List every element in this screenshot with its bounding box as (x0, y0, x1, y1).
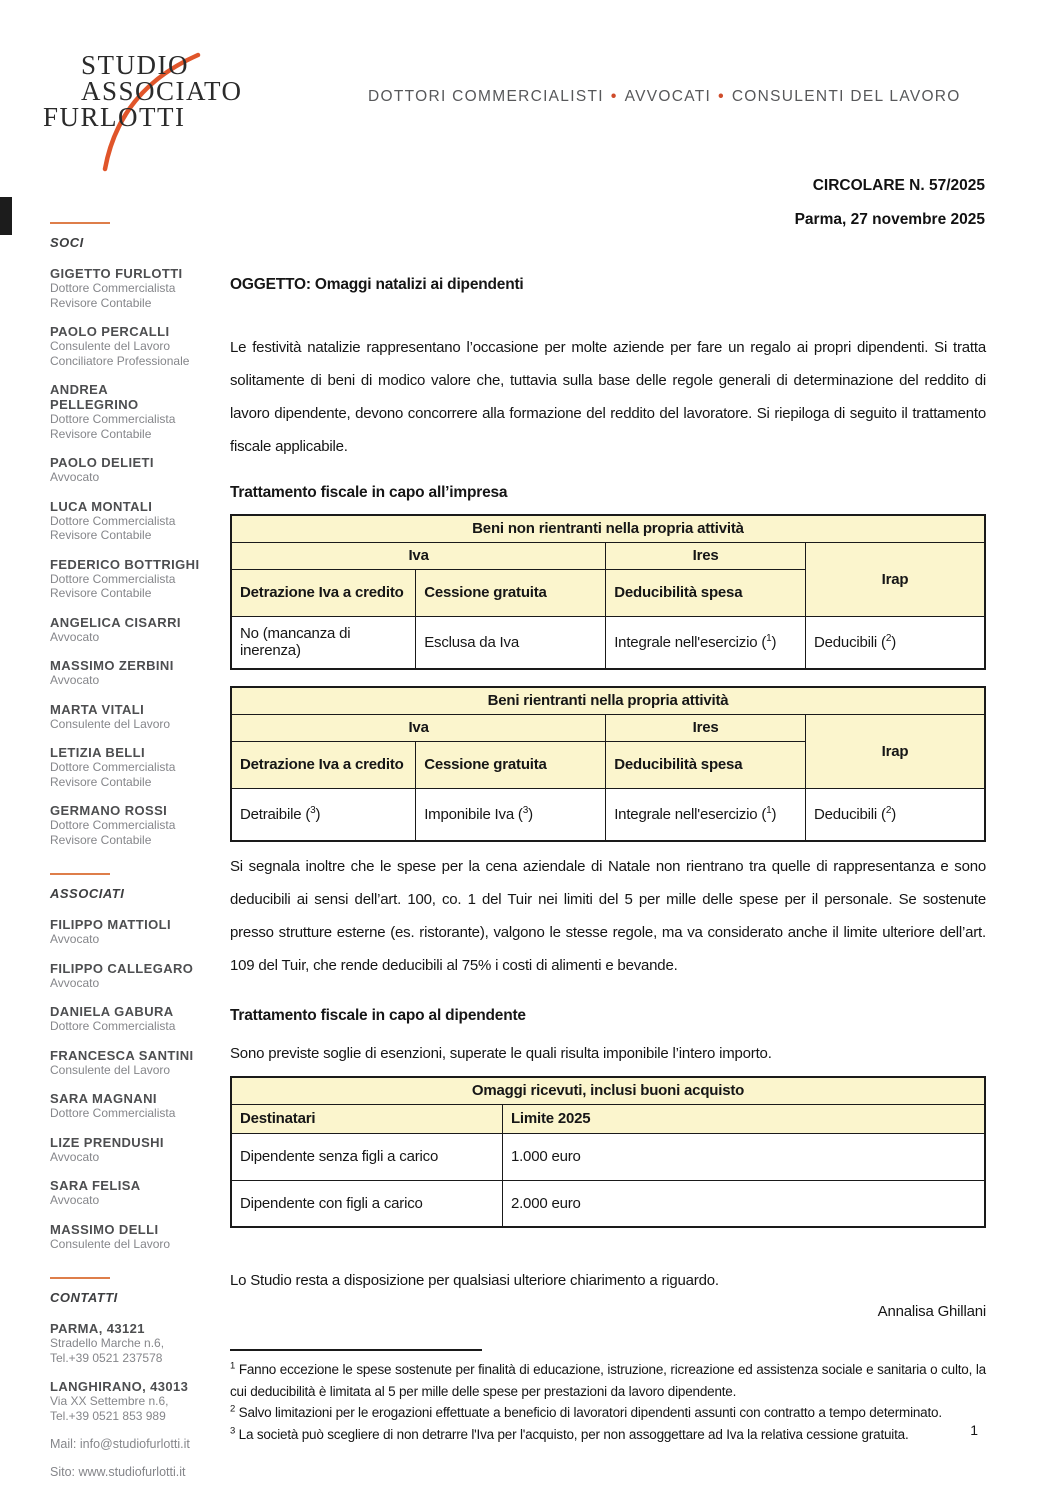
cena-aziendale-paragraph: Si segnala inoltre che le spese per la cena aziendale di Natale non rientrano tra quelle di rappresentanza e sono deducibili ai sensi dell’art. 100, co. 1 del Tuir nei limiti del 5 per mille delle spese per il personale. Se sostenute presso strutture esterne (es. ristorante), valgono le stesse regole, ma va considerato anche il limite ulteriore dell’art. 109 del Tuir, che rende deducibili al 75% i costi di alimenti e bevande. (230, 858, 986, 974)
person-role: Revisore Contabile (50, 832, 152, 847)
person-entry (50, 1091, 200, 1121)
person-entry (50, 615, 200, 645)
circular-number: CIRCOLARE N. 57/2025 (812, 177, 985, 194)
logo-line: ASSOCIATO (81, 76, 243, 106)
website-line: Sito: www.studiofurlotti.it (50, 1465, 186, 1479)
person-entry (50, 1178, 200, 1208)
office-entry (50, 1379, 200, 1423)
bullet-separator-icon: • (718, 88, 725, 105)
bullet-separator-icon: • (610, 88, 618, 105)
table-cell: Integrale nell'esercizio ($^1$) (606, 616, 806, 669)
dateline: Parma, 27 novembre 2025 (794, 211, 985, 228)
table-omaggi-ricevuti (230, 1076, 986, 1228)
person-name: FILIPPO MATTIOLI (50, 917, 171, 932)
person-entry (50, 324, 200, 368)
person-role: Consulente del Lavoro (50, 716, 171, 731)
table-beni-non-rientranti (230, 514, 986, 670)
person-role: Avvocato (50, 975, 100, 990)
footnote-ref: 3 (522, 804, 529, 816)
orange-divider (50, 1277, 110, 1279)
table-cell: Esclusa da Iva (416, 616, 606, 669)
table-beni-rientranti (230, 686, 986, 842)
person-entry (50, 702, 200, 732)
table-title: Beni rientranti nella propria attività (231, 687, 985, 714)
person-role: Consulente del Lavoro (50, 1236, 171, 1251)
person-role: Avvocato (50, 932, 100, 946)
person-entry (50, 382, 200, 441)
soci-section-label: SOCI (50, 235, 84, 250)
person-name: FEDERICO BOTTRIGHI (50, 556, 200, 572)
office-city: LANGHIRANO, 43013 (50, 1379, 189, 1394)
footnote (230, 1424, 986, 1446)
person-role: Dottore Commercialista (50, 281, 176, 295)
section-heading-impresa: Trattamento fiscale in capo all’impresa (230, 484, 508, 501)
person-role: Dottore Commercialista (50, 1106, 176, 1120)
table-cell: Dipendente con figli a carico (231, 1180, 502, 1227)
person-name: ANGELICA CISARRI (50, 614, 181, 630)
footnote-ref: 2 (885, 632, 892, 644)
person-entry (50, 455, 200, 485)
person-entry (50, 1004, 200, 1034)
soci-list (50, 266, 200, 847)
orange-divider (50, 222, 110, 224)
table-cell: Dipendente senza figli a carico (231, 1133, 502, 1180)
column-header: Deducibilità spesa (606, 741, 806, 788)
person-name: MASSIMO DELLI (50, 1221, 159, 1237)
group-header-irap: Irap (806, 714, 985, 788)
subject-line: OGGETTO: Omaggi natalizi ai dipendenti (230, 276, 524, 293)
service-label: CONSULENTI DEL LAVORO (731, 88, 961, 105)
person-role: Dottore Commercialista (50, 1019, 176, 1033)
footnote (230, 1402, 986, 1424)
table-title: Beni non rientranti nella propria attività (231, 515, 985, 542)
logo-line: FURLOTTI (43, 102, 186, 132)
studio-logo (43, 52, 243, 172)
footnote (230, 1359, 986, 1402)
person-role: Revisore Contabile (50, 426, 152, 441)
office-city: PARMA, 43121 (50, 1321, 145, 1336)
person-role: Dottore Commercialista (50, 412, 176, 426)
person-entry (50, 499, 200, 543)
letter-body (230, 276, 986, 1445)
person-name: LIZE PRENDUSHI (50, 1134, 164, 1150)
intro-paragraph: Le festività natalizie rappresentano l’occasione per molte aziende per fare un regalo ai propri dipendenti. Si tratta solitamente di beni di modico valore che, tuttavia sulla base delle regole generali di determinazione del reddito di lavoro dipendente, devono concorrere alla formazione del reddito del lavoratore. Si riepiloga di seguito il trattamento fiscale applicabile. (230, 339, 986, 455)
soglie-paragraph: Sono previste soglie di esenzioni, superate le quali risulta imponibile l’intero importo. (230, 1045, 772, 1062)
group-header-irap: Irap (806, 542, 985, 616)
logo-line: STUDIO (81, 50, 189, 80)
contacts-list (50, 1321, 200, 1423)
orange-divider (50, 873, 110, 875)
footnote-divider (230, 1349, 482, 1351)
section-heading-dipendente: Trattamento fiscale in capo al dipendente (230, 1007, 526, 1024)
person-name: ANDREA PELLEGRINO (50, 382, 139, 412)
person-name: GIGETTO FURLOTTI (50, 266, 183, 281)
footnote-number: 1 (230, 1360, 236, 1372)
table-cell: Imponibile Iva ($^3$) (416, 788, 606, 841)
person-role: Consulente del Lavoro (50, 1062, 171, 1077)
print-registration-mark (0, 197, 12, 235)
person-role: Revisore Contabile (50, 586, 152, 600)
column-header: Destinatari (231, 1104, 502, 1133)
person-role: Dottore Commercialista (50, 513, 176, 528)
footnote-text: Salvo limitazioni per le erogazioni effettuate a beneficio di lavoratori dipendenti assunti con contratto a tempo determinato. (238, 1405, 942, 1420)
associati-list (50, 917, 200, 1251)
person-role: Dottore Commercialista (50, 571, 176, 586)
table-cell: Integrale nell'esercizio ($^1$) (606, 788, 806, 841)
service-label: AVVOCATI (624, 88, 712, 105)
person-name: MARTA VITALI (50, 701, 145, 717)
table-title: Omaggi ricevuti, inclusi buoni acquisto (231, 1077, 985, 1104)
closing-paragraph: Lo Studio resta a disposizione per qualsiasi ulteriore chiarimento a riguardo. (230, 1272, 719, 1289)
person-entry (50, 803, 200, 847)
person-name: LUCA MONTALI (50, 498, 153, 514)
group-header-ires: Ires (606, 542, 806, 569)
signature: Annalisa Ghillani (877, 1303, 986, 1320)
footnote-ref: 2 (885, 804, 892, 816)
person-entry (50, 266, 200, 310)
footnotes-list (230, 1359, 986, 1445)
email-line: Mail: info@studiofurlotti.it (50, 1437, 190, 1451)
column-header: Cessione gratuita (416, 741, 606, 788)
person-role: Avvocato (50, 673, 100, 687)
person-role: Dottore Commercialista (50, 818, 176, 832)
footnote-ref: 3 (310, 804, 316, 816)
person-role: Dottore Commercialista (50, 760, 176, 774)
person-name: MASSIMO ZERBINI (50, 658, 174, 673)
person-entry (50, 658, 200, 688)
table-cell: 2.000 euro (502, 1180, 985, 1227)
table-row (231, 1133, 985, 1180)
office-phone: Tel.+39 0521 853 989 (50, 1408, 166, 1423)
table-row (231, 1180, 985, 1227)
column-header: Detrazione Iva a credito (231, 741, 416, 788)
footnote-number: 2 (230, 1403, 236, 1415)
table-cell: Detraibile ($^3$) (231, 788, 416, 841)
person-name: DANIELA GABURA (50, 1004, 174, 1019)
person-name: SARA MAGNANI (50, 1091, 157, 1106)
person-role: Avvocato (50, 1193, 100, 1207)
person-entry (50, 961, 200, 991)
table-cell: No (mancanza di inerenza) (231, 616, 416, 669)
person-entry (50, 1222, 200, 1252)
person-name: PAOLO DELIETI (50, 455, 154, 470)
footnote-text: La società può scegliere di non detrarre l'Iva per l'acquisto, per non assoggettare ad Iva la relativa cessione gratuita. (238, 1426, 909, 1442)
person-role: Avvocato (50, 1149, 100, 1164)
person-role: Avvocato (50, 629, 100, 644)
person-entry (50, 745, 200, 789)
person-name: FILIPPO CALLEGARO (50, 960, 194, 976)
person-role: Conciliatore Professionale (50, 353, 190, 368)
column-header: Deducibilità spesa (606, 569, 806, 616)
person-entry (50, 1048, 200, 1078)
person-name: PAOLO PERCALLI (50, 324, 170, 339)
footnote-text: Fanno eccezione le spese sostenute per finalità di educazione, istruzione, ricreazione ed assistenza sociale e sanitaria o culto, la cui deducibilità è limitata al 5 per mille delle spese per prestazioni da lavoro dipendente. (230, 1362, 986, 1399)
person-role: Revisore Contabile (50, 528, 152, 542)
office-entry (50, 1321, 200, 1365)
logo-text (43, 52, 243, 130)
person-role: Avvocato (50, 470, 100, 484)
person-role: Revisore Contabile (50, 774, 152, 789)
person-role: Consulente del Lavoro (50, 339, 171, 353)
column-header: Limite 2025 (502, 1104, 985, 1133)
office-address: Stradello Marche n.6, (50, 1336, 165, 1350)
contatti-section-label: CONTATTI (50, 1290, 118, 1305)
office-address: Via XX Settembre n.6, (50, 1394, 169, 1408)
person-name: GERMANO ROSSI (50, 803, 168, 818)
service-label: DOTTORI COMMERCIALISTI (368, 88, 604, 105)
services-tagline (368, 88, 988, 106)
office-phone: Tel.+39 0521 237578 (50, 1350, 163, 1365)
page-number: 1 (970, 1422, 978, 1438)
person-entry (50, 557, 200, 601)
column-header: Detrazione Iva a credito (231, 569, 416, 616)
footnote-number: 3 (230, 1425, 236, 1436)
person-name: FRANCESCA SANTINI (50, 1047, 194, 1063)
group-header-iva: Iva (231, 714, 606, 741)
table-cell: 1.000 euro (502, 1133, 985, 1180)
footnote-ref: 1 (766, 804, 772, 816)
group-header-ires: Ires (606, 714, 806, 741)
person-entry (50, 1135, 200, 1165)
person-name: LETIZIA BELLI (50, 745, 145, 760)
table-cell: Deducibili ($^2$) (806, 788, 985, 841)
person-name: SARA FELISA (50, 1178, 141, 1193)
person-role: Revisore Contabile (50, 295, 152, 310)
associati-section-label: ASSOCIATI (50, 886, 125, 901)
sidebar (50, 222, 200, 1479)
person-entry (50, 917, 200, 947)
column-header: Cessione gratuita (416, 569, 606, 616)
table-cell: Deducibili ($^2$) (806, 616, 985, 669)
group-header-iva: Iva (231, 542, 606, 569)
footnote-ref: 1 (766, 632, 772, 644)
